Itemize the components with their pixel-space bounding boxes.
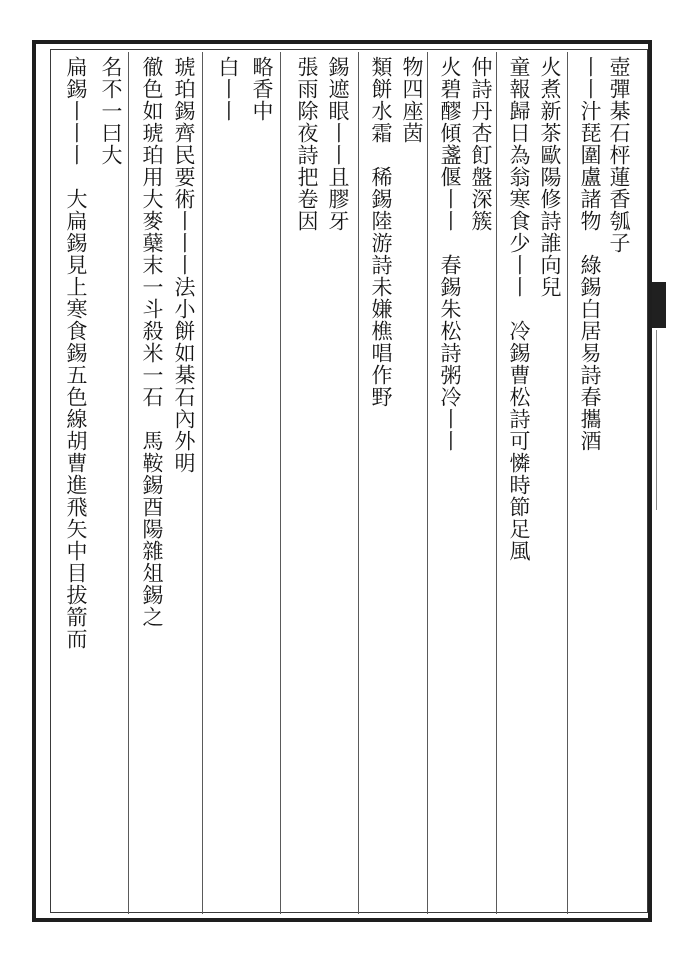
column-rule <box>358 52 359 914</box>
text-column-9: 錫遮眼丨丨且膠牙 <box>326 56 350 232</box>
column-rule <box>128 52 129 914</box>
text-column-15: 名不一曰大 <box>99 56 123 166</box>
column-rule <box>427 52 428 914</box>
text-column-13: 琥珀錫齊民要術丨丨丨法小餅如棊石內外明 <box>172 56 196 474</box>
text-column-6: 火碧醪傾盞偃丨丨 春錫朱松詩粥冷丨丨 <box>438 56 462 452</box>
column-rule <box>567 52 568 914</box>
text-column-7: 物四座茵 <box>400 56 424 144</box>
text-column-2: 丨丨汁琵圍盧諸物 綠錫白居易詩春攜酒 <box>578 56 602 452</box>
text-column-14: 徹色如琥珀用大麥蘖末一斗殺米一石 馬鞍錫酉陽雜俎錫之 <box>140 56 164 628</box>
column-rule <box>496 52 497 914</box>
text-column-3: 火煮新茶歐陽修詩誰向兒 <box>538 56 562 298</box>
text-column-8: 類餅水霜 稀錫陸游詩未嫌樵唱作野 <box>369 56 393 408</box>
column-rule <box>202 52 203 914</box>
fold-edge <box>656 330 666 510</box>
text-column-4: 童報歸日為翁寒食少丨丨 冷錫曹松詩可憐時節足風 <box>507 56 531 562</box>
text-column-5: 仲詩丹杏飣盤深簇 <box>469 56 493 232</box>
text-column-1: 壺彈棊石枰蓮香瓠子 <box>607 56 631 254</box>
text-column-10: 張雨除夜詩把卷因 <box>295 56 319 232</box>
text-column-11: 略香中 <box>250 56 274 122</box>
text-column-16: 扁錫丨丨丨 大扁錫見上寒食錫五色線胡曹進飛矢中目拔箭而 <box>64 56 88 650</box>
column-rule <box>280 52 281 914</box>
fold-mark <box>652 282 666 328</box>
text-column-12: 白丨丨 <box>216 56 240 122</box>
